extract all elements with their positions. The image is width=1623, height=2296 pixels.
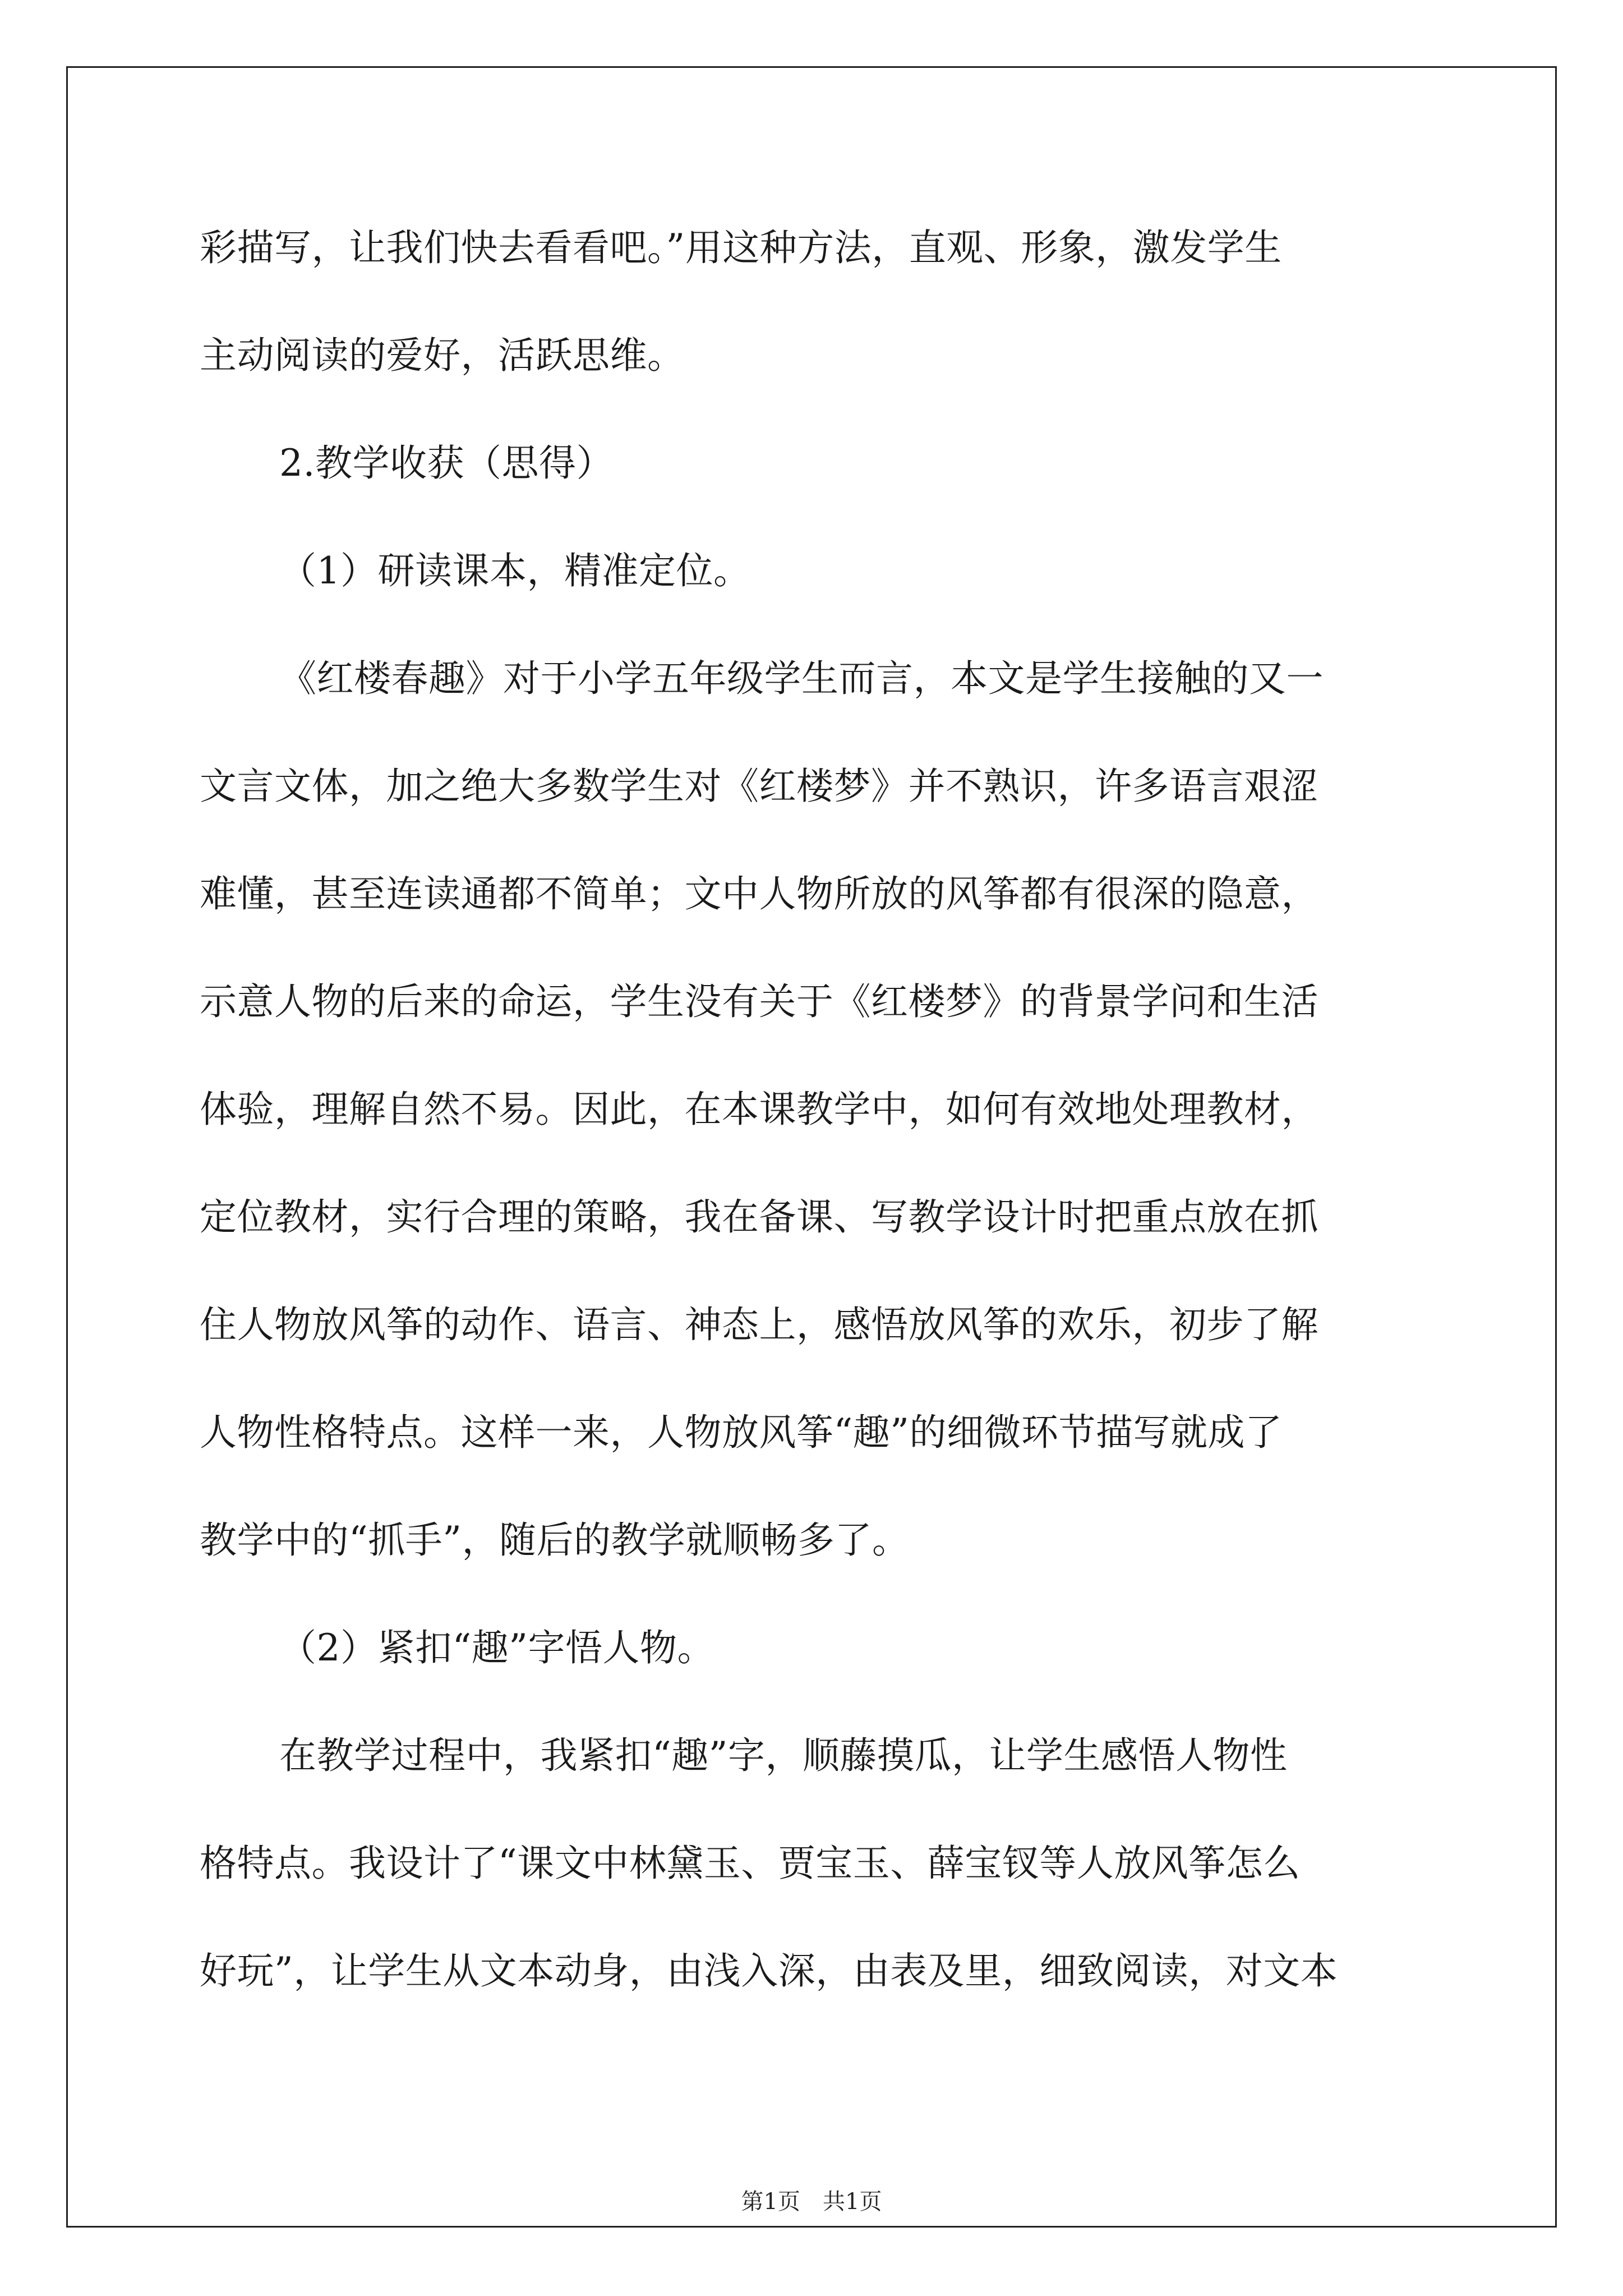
section-heading: 2.教学收获（思得） [279,441,614,485]
body-line: 教学中的“抓手”，随后的教学就顺畅多了。 [200,1519,910,1562]
body-line: 示意人物的后来的命运，学生没有关于《红楼梦》的背景学问和生活 [200,980,1318,1023]
subsection-heading: （1）研读课本，精准定位。 [279,549,751,592]
body-line: 定位教材，实行合理的策略，我在备课、写教学设计时把重点放在抓 [200,1195,1318,1239]
body-line: 住人物放风筝的动作、语言、神态上，感悟放风筝的欢乐，初步了解 [200,1303,1318,1346]
page-border [66,66,1557,2228]
body-line: 好玩”，让学生从文本动身，由浅入深，由表及里，细致阅读，对文本 [200,1949,1338,1993]
page-footer: 第1页 共1页 [741,2189,882,2215]
body-line: 《红楼春趣》对于小学五年级学生而言，本文是学生接触的又一 [279,657,1324,700]
body-line: 格特点。我设计了“课文中林黛玉、贾宝玉、薛宝钗等人放风筝怎么 [200,1842,1301,1885]
body-line: 难懂，甚至连读通都不简单；文中人物所放的风筝都有很深的隐意， [200,872,1318,915]
body-line: 人物性格特点。这样一来，人物放风筝“趣”的细微环节描写就成了 [200,1411,1283,1454]
subsection-heading: （2）紧扣“趣”字悟人物。 [279,1626,714,1669]
body-line: 体验，理解自然不易。因此，在本课教学中，如何有效地处理教材， [200,1088,1318,1131]
body-line: 在教学过程中，我紧扣“趣”字，顺藤摸瓜，让学生感悟人物性 [279,1734,1288,1777]
body-line: 主动阅读的爱好，活跃思维。 [200,334,685,377]
body-line: 文言文体，加之绝大多数学生对《红楼梦》并不熟识，许多语言艰涩 [200,765,1318,808]
body-line: 彩描写，让我们快去看看吧。”用这种方法，直观、形象，激发学生 [200,226,1282,269]
